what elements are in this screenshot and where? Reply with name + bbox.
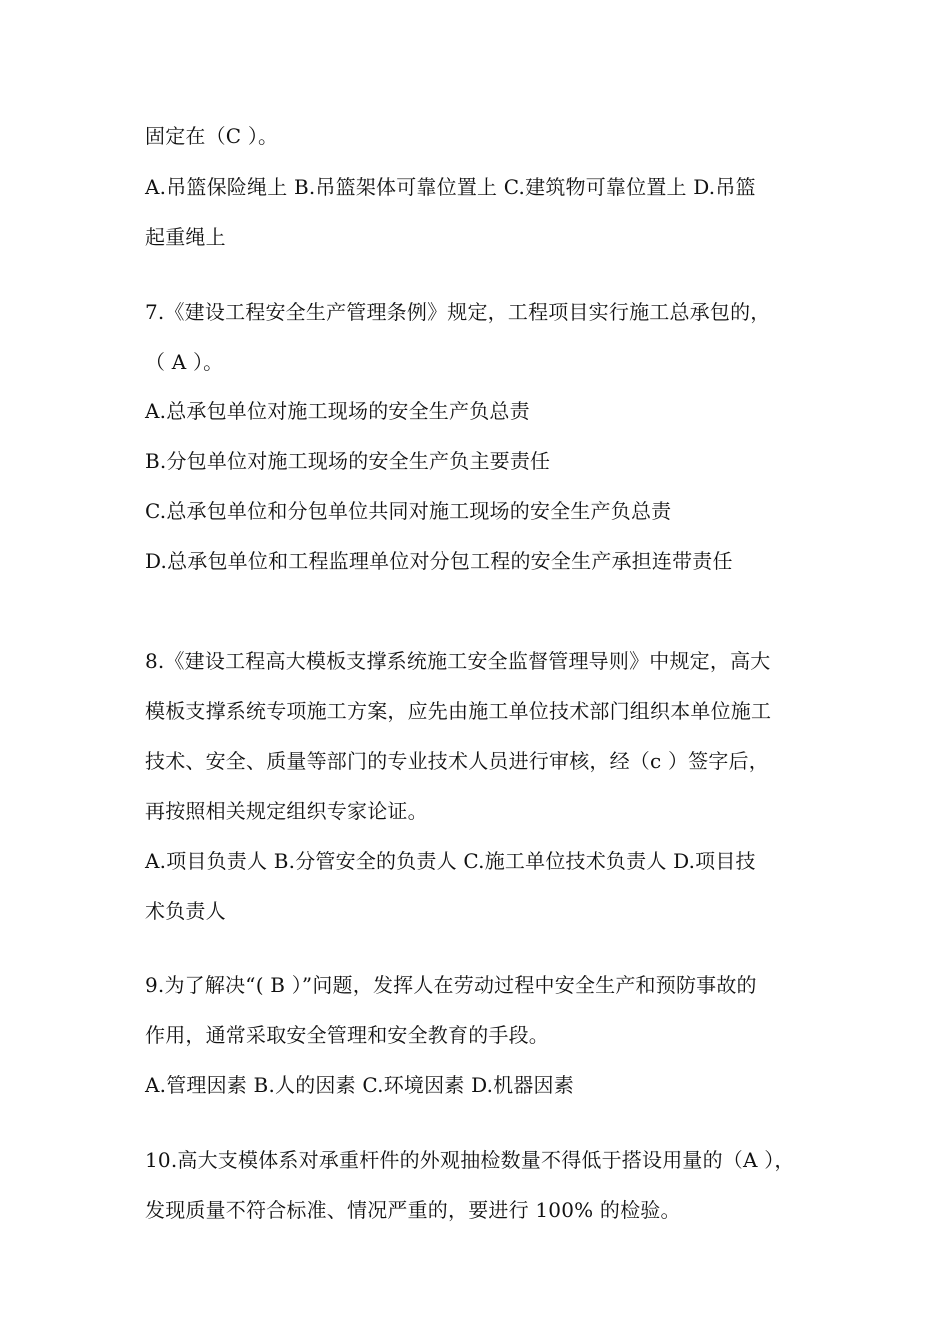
- text-line-question-7-answer: （ A ）。: [145, 350, 224, 374]
- text-line-question-8-stem-2: 模板支撑系统专项施工方案，应先由施工单位技术部门组织本单位施工: [145, 699, 772, 723]
- text-line-question-8-stem-4: 再按照相关规定组织专家论证。: [145, 799, 428, 823]
- text-line-question-9-stem-2: 作用，通常采取安全管理和安全教育的手段。: [145, 1023, 549, 1047]
- text-line-question-7-option-b: B.分包单位对施工现场的安全生产负主要责任: [145, 449, 551, 473]
- text-line-question-8-options: A.项目负责人 B.分管安全的负责人 C.施工单位技术负责人 D.项目技: [145, 849, 756, 873]
- text-line-question-7-stem: 7.《建设工程安全生产管理条例》规定，工程项目实行施工总承包的，: [145, 300, 771, 324]
- text-line-question-6-options: A.吊篮保险绳上 B.吊篮架体可靠位置上 C.建筑物可靠位置上 D.吊篮: [145, 175, 756, 199]
- text-line-question-9-stem: 9.为了解决“( B ）”问题，发挥人在劳动过程中安全生产和预防事故的: [145, 973, 757, 997]
- text-line-question-8-options-cont: 术负责人: [145, 899, 226, 923]
- text-line-question-8-stem-3: 技术、安全、质量等部门的专业技术人员进行审核，经（c ）签字后，: [145, 749, 769, 773]
- text-line-question-6-options-cont: 起重绳上: [145, 225, 226, 249]
- text-line-question-6-stem-end: 固定在（C ）。: [145, 124, 279, 148]
- text-line-question-7-option-d: D.总承包单位和工程监理单位对分包工程的安全生产承担连带责任: [145, 549, 733, 573]
- text-line-question-9-options: A.管理因素 B.人的因素 C.环境因素 D.机器因素: [145, 1073, 574, 1097]
- text-line-question-10-stem-2: 发现质量不符合标准、情况严重的，要进行 100% 的检验。: [145, 1198, 681, 1222]
- text-line-question-10-stem: 10.高大支模体系对承重杆件的外观抽检数量不得低于搭设用量的（A ），: [145, 1148, 795, 1172]
- text-line-question-7-option-c: C.总承包单位和分包单位共同对施工现场的安全生产负总责: [145, 499, 672, 523]
- text-line-question-8-stem: 8.《建设工程高大模板支撑系统施工安全监督管理导则》中规定，高大: [145, 649, 771, 673]
- text-line-question-7-option-a: A.总承包单位对施工现场的安全生产负总责: [145, 399, 530, 423]
